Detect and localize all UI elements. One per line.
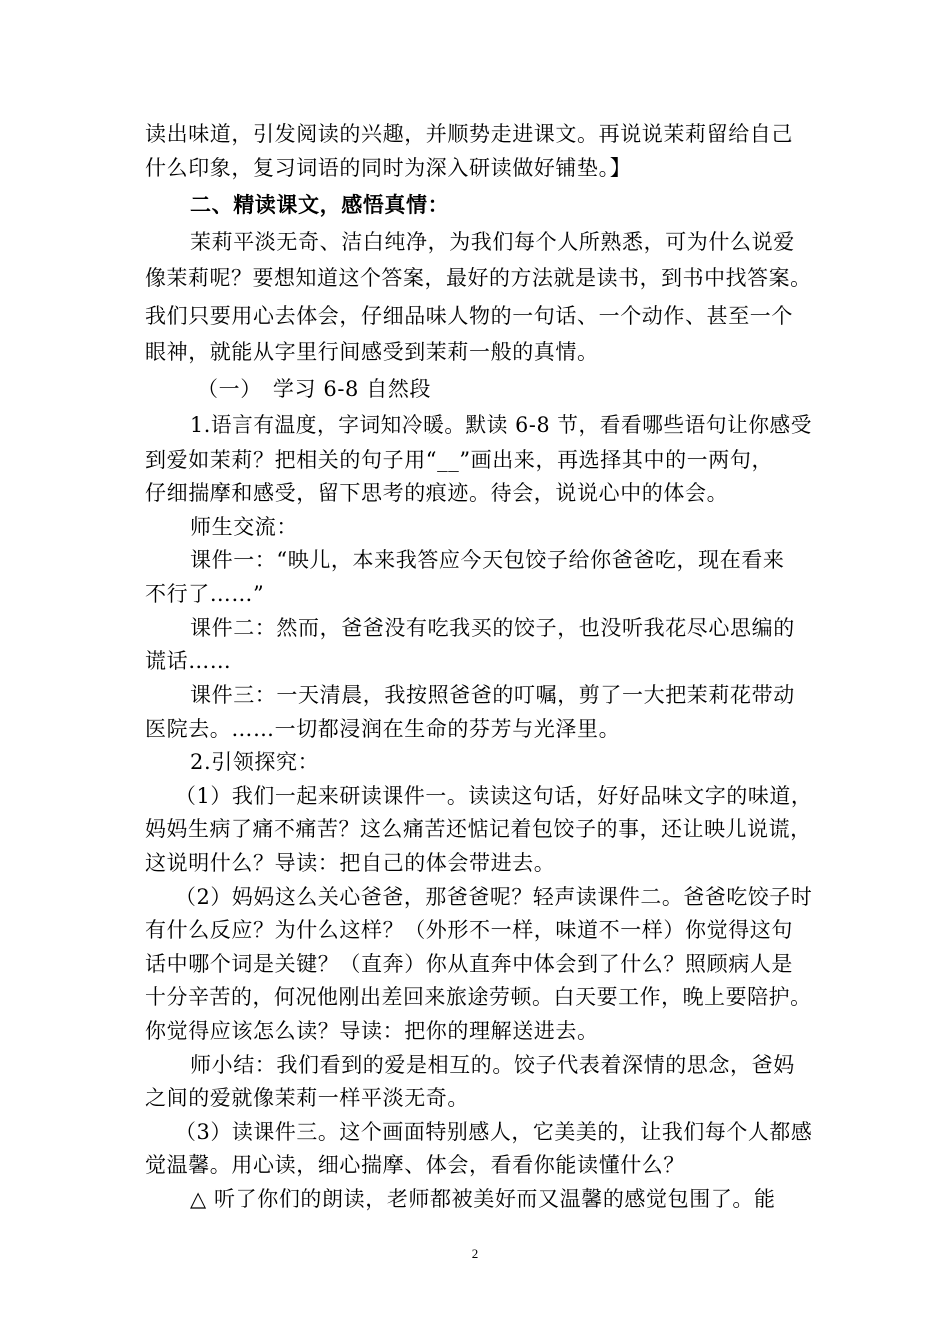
- body-text-line: 2.引领探究：: [190, 750, 320, 774]
- body-text-line: 这说明什么？导读：把自己的体会带进去。: [145, 851, 556, 875]
- body-text-line: 你觉得应该怎么读？导读：把你的理解送进去。: [145, 1019, 599, 1043]
- body-text-line: 眼神，就能从字里行间感受到茉莉一般的真情。: [145, 340, 599, 364]
- body-text-line: 课件三：一天清晨，我按照爸爸的叮嘱，剪了一大把茉莉花带动: [190, 683, 795, 707]
- body-text-line: 话中哪个词是关键？（直奔）你从直奔中体会到了什么？照顾病人是: [145, 952, 793, 976]
- body-text-line: 读出味道，引发阅读的兴趣，并顺势走进课文。再说说茉莉留给自己: [145, 122, 793, 146]
- body-text-line: 到爱如茉莉？把相关的句子用“__”画出来，再选择其中的一两句，: [145, 448, 774, 472]
- body-text-line: 妈妈生病了痛不痛苦？这么痛苦还惦记着包饺子的事，还让映儿说谎，: [145, 817, 812, 841]
- body-text-line: 我们只要用心去体会，仔细品味人物的一句话、一个动作、甚至一个: [145, 304, 793, 328]
- subsection-heading: （一） 学习 6-8 自然段: [197, 377, 432, 401]
- section-heading: 二、精读课文，感悟真情：: [190, 192, 450, 217]
- body-text-line: 课件二：然而，爸爸没有吃我买的饺子，也没听我花尽心思编的: [190, 616, 795, 640]
- body-text-line: 之间的爱就像茉莉一样平淡无奇。: [145, 1086, 469, 1110]
- page-number: 2: [471, 1246, 479, 1261]
- body-text-line: 觉温馨。用心读，细心揣摩、体会，看看你能读懂什么？: [145, 1153, 685, 1177]
- body-text-line: 像茉莉呢？要想知道这个答案，最好的方法就是读书，到书中找答案。: [145, 266, 812, 290]
- body-text-line: （2）妈妈这么关心爸爸，那爸爸呢？轻声读课件二。爸爸吃饺子时: [175, 885, 813, 909]
- body-text-line: 课件一：“映儿，本来我答应今天包饺子给你爸爸吃，现在看来: [190, 548, 785, 572]
- body-text-line: 十分辛苦的，何况他刚出差回来旅途劳顿。白天要工作，晚上要陪护。: [145, 985, 812, 1009]
- body-text-line: 茉莉平淡无奇、洁白纯净，为我们每个人所熟悉，可为什么说爱: [190, 230, 795, 254]
- body-text-line: 不行了……”: [145, 582, 265, 606]
- body-text-line: 仔细揣摩和感受，留下思考的痕迹。待会，说说心中的体会。: [145, 481, 729, 505]
- body-text-line: 有什么反应？为什么这样？（外形不一样，味道不一样）你觉得这句: [145, 918, 793, 942]
- body-text-line: （1）我们一起来研读课件一。读读这句话，好好品味文字的味道，: [175, 784, 813, 808]
- body-text-line: 什么印象，复习词语的同时为深入研读做好铺垫。】: [145, 156, 632, 180]
- body-text-line: 谎话……: [145, 649, 232, 673]
- body-text-line: 1.语言有温度，字词知冷暖。默读 6-8 节，看看哪些语句让你感受: [190, 413, 813, 437]
- body-text-line: △ 听了你们的朗读，老师都被美好而又温馨的感觉包围了。能: [190, 1187, 776, 1211]
- body-text-line: （3）读课件三。这个画面特别感人，它美美的，让我们每个人都感: [175, 1120, 813, 1144]
- body-text-line: 医院去。……一切都浸润在生命的芬芳与光泽里。: [145, 717, 621, 741]
- body-text-line: 师生交流：: [190, 515, 298, 539]
- body-text-line: 师小结：我们看到的爱是相互的。饺子代表着深情的思念，爸妈: [190, 1053, 795, 1077]
